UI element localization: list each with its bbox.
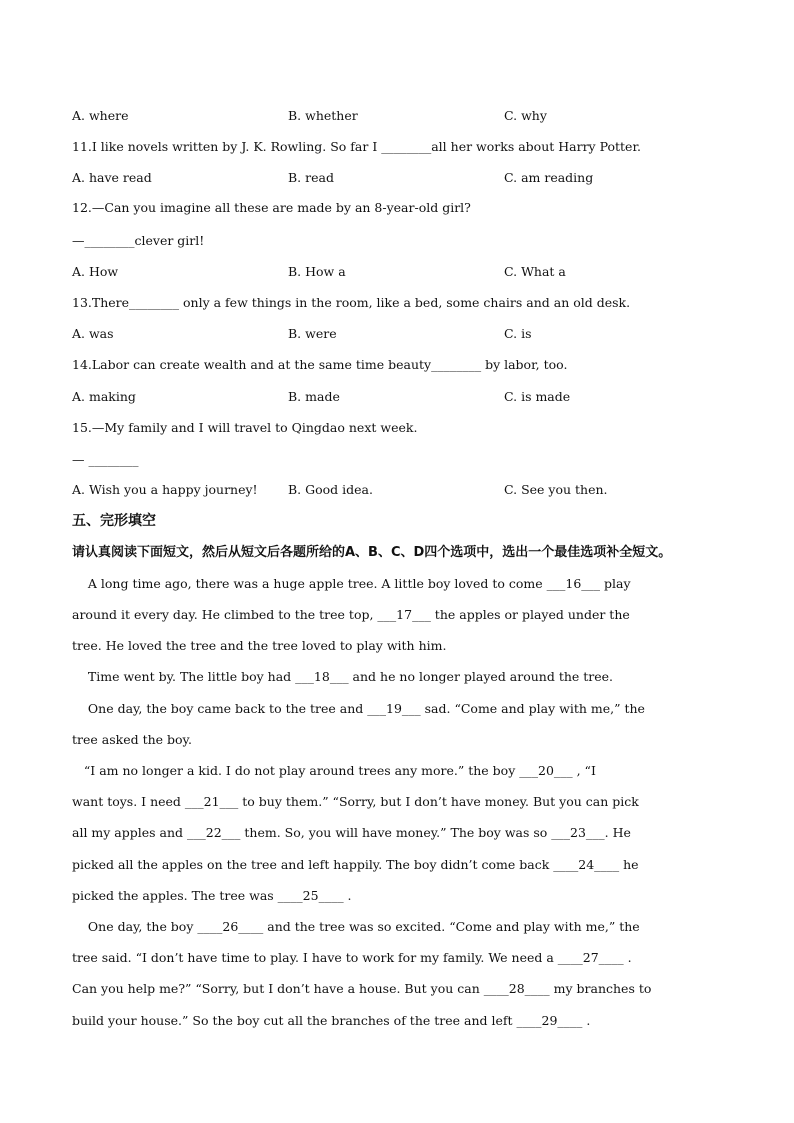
passage-line: A long time ago, there was a huge apple tree. A little boy loved to come ___16___ play (72, 576, 631, 591)
q13-option-b: B. were (288, 326, 337, 341)
q14-option-a: A. making (72, 389, 136, 404)
q13-option-a: A. was (72, 326, 114, 341)
q12-option-b: B. How a (288, 264, 346, 279)
q12-response: —________clever girl! (72, 233, 205, 248)
passage-line: picked the apples. The tree was ____25____ . (72, 888, 352, 903)
passage-line: Can you help me?” “Sorry, but I don’t have a house. But you can ____28____ my branches to (72, 981, 652, 996)
q11-option-b: B. read (288, 170, 334, 185)
q14-stem: 14.Labor can create wealth and at the same time beauty________ by labor, too. (72, 357, 568, 372)
q10-option-c: C. why (504, 108, 547, 123)
passage-line: One day, the boy came back to the tree and ___19___ sad. “Come and play with me,” the (72, 701, 645, 716)
passage-line: Time went by. The little boy had ___18___ and he no longer played around the tree. (72, 669, 614, 684)
passage-line: tree asked the boy. (72, 732, 192, 747)
q11-option-a: A. have read (72, 170, 152, 185)
q12-option-a: A. How (72, 264, 119, 279)
q15-option-a: A. Wish you a happy journey! (72, 482, 258, 497)
passage-line: One day, the boy ____26____ and the tree was so excited. “Come and play with me,” the (72, 919, 640, 934)
q10-option-b: B. whether (288, 108, 358, 123)
q14-option-b: B. made (288, 389, 340, 404)
q13-option-c: C. is (504, 326, 532, 341)
passage-line: “I am no longer a kid. I do not play around trees any more.” the boy ___20___ , “I (72, 763, 596, 778)
section-instruction: 请认真阅读下面短文，然后从短文后各题所给的A、B、C、D四个选项中，选出一个最佳选项补全短文。 (72, 545, 672, 560)
q14-option-c: C. is made (504, 389, 571, 404)
q10-option-a: A. where (72, 108, 129, 123)
q15-option-b: B. Good idea. (288, 482, 373, 497)
q12-option-c: C. What a (504, 264, 566, 279)
section-title: 五、完形填空 (72, 513, 156, 529)
q15-response: — ________ (72, 452, 139, 467)
q13-stem: 13.There________ only a few things in the room, like a bed, some chairs and an old desk. (72, 295, 631, 310)
passage-line: build your house.” So the boy cut all the branches of the tree and left ____29____ . (72, 1013, 591, 1028)
q11-stem: 11.I like novels written by J. K. Rowling. So far I ________all her works about Harry Potter. (72, 139, 642, 154)
passage-line: picked all the apples on the tree and left happily. The boy didn’t come back ____24____ he (72, 857, 639, 872)
q11-option-c: C. am reading (504, 170, 594, 185)
passage-line: all my apples and ___22___ them. So, you will have money.” The boy was so ___23___. He (72, 825, 631, 840)
q15-stem: 15.—My family and I will travel to Qingdao next week. (72, 420, 418, 435)
passage-line: want toys. I need ___21___ to buy them.” “Sorry, but I don’t have money. But you can pick (72, 794, 639, 809)
q12-stem: 12.—Can you imagine all these are made by an 8-year-old girl? (72, 200, 471, 215)
q15-option-c: C. See you then. (504, 482, 608, 497)
passage-line: around it every day. He climbed to the tree top, ___17___ the apples or played under the (72, 607, 630, 622)
passage-line: tree said. “I don’t have time to play. I have to work for my family. We need a ____27____ . (72, 950, 632, 965)
passage-line: tree. He loved the tree and the tree loved to play with him. (72, 638, 447, 653)
